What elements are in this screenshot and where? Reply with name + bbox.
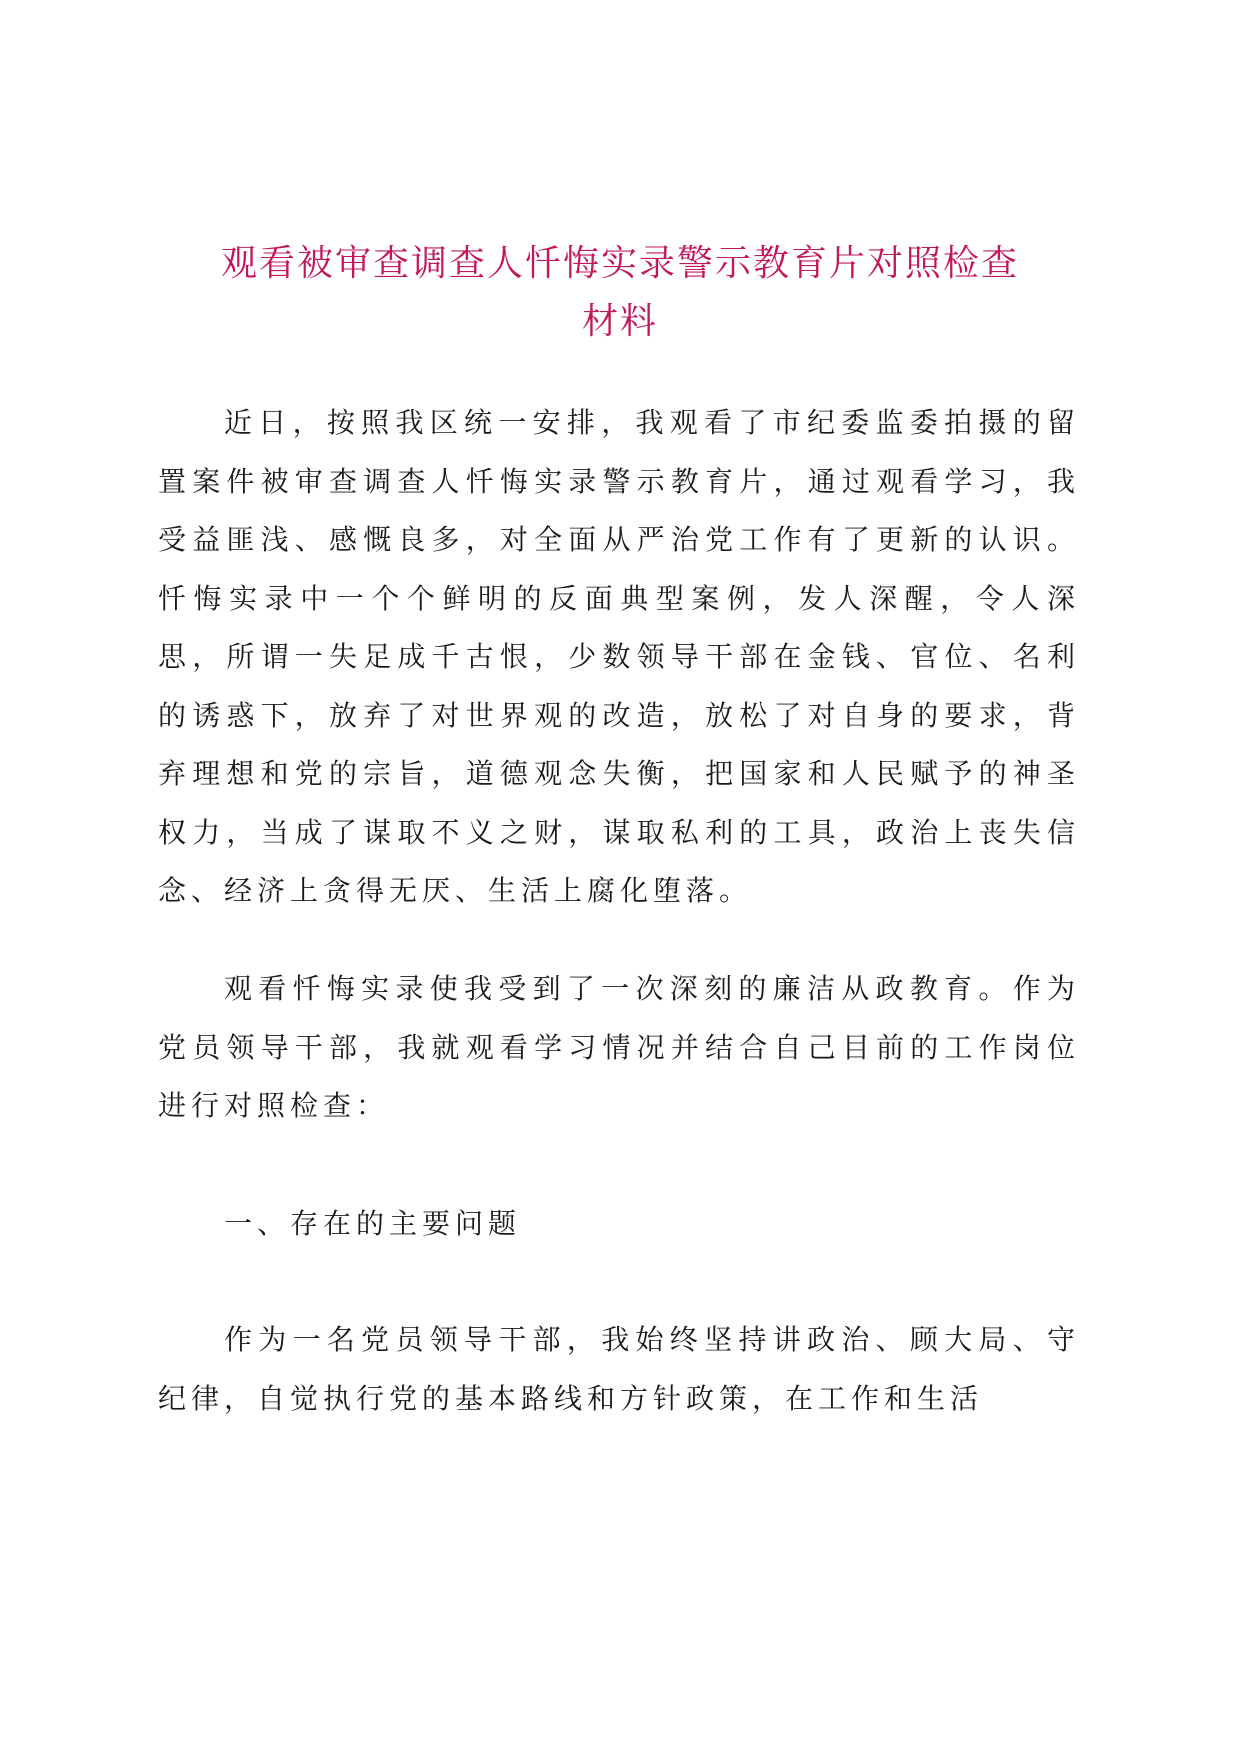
document-title-continuation: 材料 bbox=[581, 301, 658, 342]
document-title: 观看被审查调查人忏悔实录警示教育片对照检查 bbox=[220, 243, 1019, 284]
paragraph-reflection: 观看忏悔实录使我受到了一次深刻的廉洁从政教育。作为党员领导干部，我就观看学习情况并结合自己目前的工作岗位进行对照检查： bbox=[158, 972, 1080, 1122]
paragraph-intro: 近日，按照我区统一安排，我观看了市纪委监委拍摄的留置案件被审查调查人忏悔实录警示教育片，通过观看学习，我受益匪浅、感慨良多，对全面从严治党工作有了更新的认识。忏悔实录中一个个鲜明的反面典型案例，发人深醒，令人深思，所谓一失足成千古恨，少数领导干部在金钱、官位、名利的诱惑下，放弃了对世界观的改造，放松了对自身的要求，背弃理想和党的宗旨，道德观念失衡，把国家和人民赋予的神圣权力，当成了谋取不义之财，谋取私利的工具，政治上丧失信念、经济上贪得无厌、生活上腐化堕落。 bbox=[158, 406, 1080, 907]
section-heading-main-problems: 一、存在的主要问题 bbox=[224, 1207, 522, 1240]
paragraph-problems-body: 作为一名党员领导干部，我始终坚持讲政治、顾大局、守纪律，自觉执行党的基本路线和方针政策，在工作和生活 bbox=[158, 1323, 1080, 1415]
